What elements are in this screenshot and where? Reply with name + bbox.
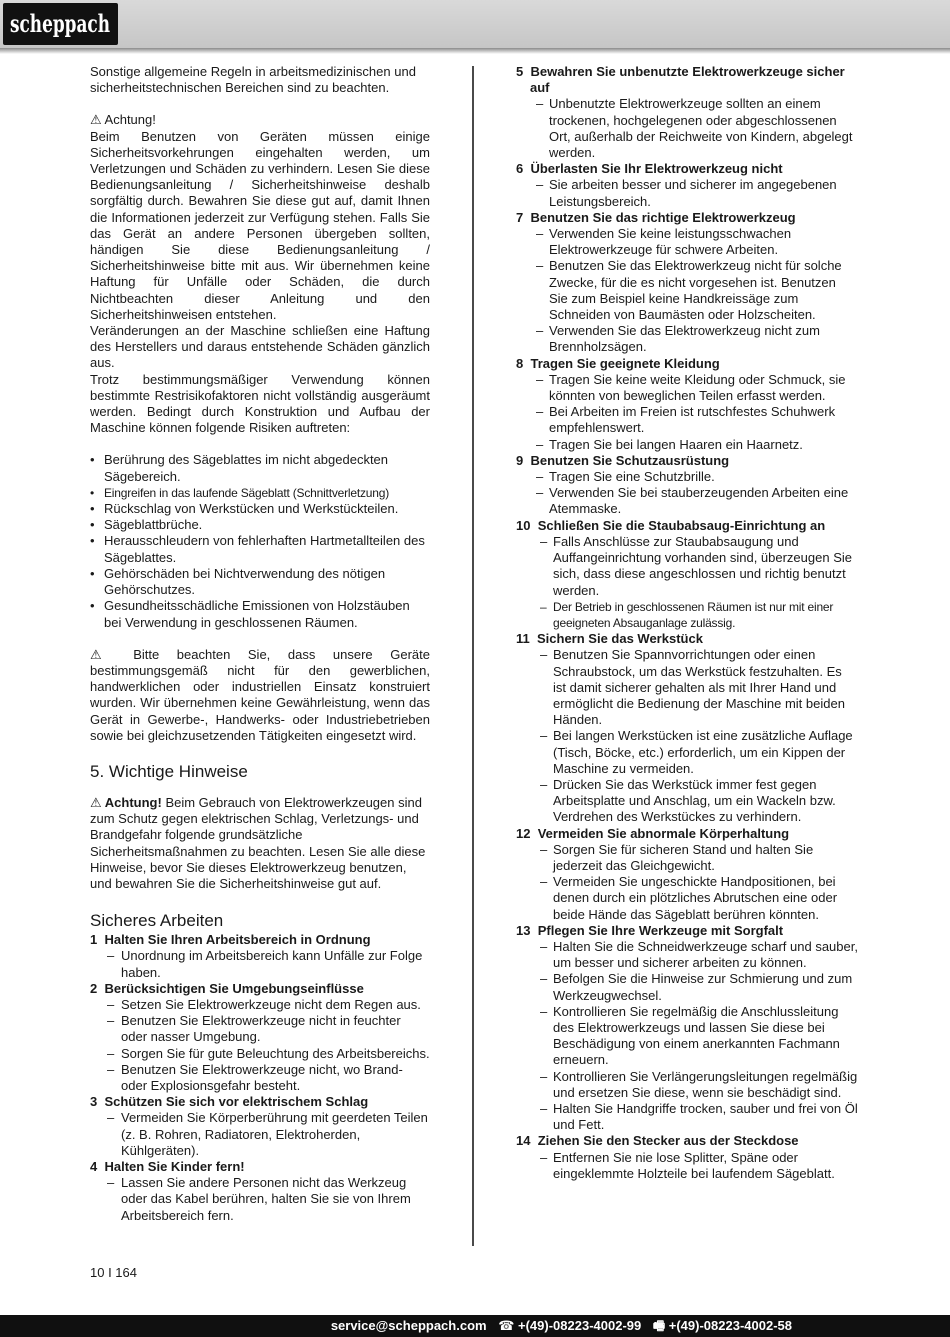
list-item: – Verwenden Sie keine leistungsschwachen Elektrowerkzeuge für schwere Arbeiten. — [516, 226, 858, 258]
residual-risk-paragraph: Trotz bestimmungsmäßiger Verwendung können bestimmte Restrisikofaktoren nicht vollständig ausgeräumt werden. Bedingt durch Konstruktion und Aufbau der Maschine können folgende Risiken auftreten: — [90, 371, 430, 436]
list-item: – Tragen Sie keine weite Kleidung oder Schmuck, sie könnten von beweglichen Teilen erfasst werden. — [516, 372, 858, 404]
list-item: – Vermeiden Sie Körperberührung mit geerdeten Teilen (z. B. Rohren, Radiatoren, Elektroherden, Kühlgeräten). — [90, 1110, 430, 1159]
list-item: • Herausschleudern von fehlerhaften Hartmetallteilen des Sägeblattes. — [90, 533, 430, 565]
footer-bar — [0, 1315, 950, 1337]
list-item: – Tragen Sie bei langen Haaren ein Haarnetz. — [516, 437, 858, 453]
list-item: – Unordnung im Arbeitsbereich kann Unfälle zur Folge haben. — [90, 948, 430, 980]
scheppach-logo — [3, 3, 118, 45]
list-item: • Gesundheitsschädliche Emissionen von Holzstäuben bei Verwendung in geschlossenen Räumen. — [90, 598, 430, 630]
item-heading: 7 Benutzen Sie das richtige Elektrowerkzeug — [516, 209, 796, 225]
list-item: – Entfernen Sie nie lose Splitter, Späne oder eingeklemmte Holzteile bei laufendem Sägeblatt. — [516, 1150, 858, 1182]
list-item: – Bei langen Werkstücken ist eine zusätzliche Auflage (Tisch, Böcke, etc.) erforderlich, um ein Kippen der Maschine zu vermeiden. — [516, 728, 858, 777]
list-item: – Der Betrieb in geschlossenen Räumen ist nur mit einer geeigneten Absauganlage zulässig. — [516, 599, 858, 631]
list-item: – Benutzen Sie Elektrowerkzeuge nicht in feuchter oder nasser Umgebung. — [90, 1013, 430, 1045]
column-divider — [472, 66, 474, 1246]
list-item: – Sie arbeiten besser und sicherer im angegebenen Leistungsbereich. — [516, 177, 858, 209]
achtung-paragraph: Beim Benutzen von Geräten müssen einige Sicherheitsvorkehrungen eingehalten werden, um Verletzungen und Schäden zu verhindern. Lesen Sie diese Bedienungsanleitung / Sicherheitshinweise deshalb sorgfältig durch. Bewahren Sie diese gut auf, damit Ihnen die Informationen jederzeit zur Verfügung stehen. Falls Sie das Gerät an andere Personen übergeben sollten, händigen Sie diese Bedienungsanleitung / Sicherheitshinweise bitte mit aus. Wir übernehmen keine Haftung für Unfälle oder Schäden, die durch Nichtbeachten dieser Anleitung und den Sicherheitshinweisen entstehen. — [90, 128, 430, 322]
footer-fax: 🖷 +(49)-08223-4002-58 — [652, 1318, 792, 1333]
list-item: • Berührung des Sägeblattes im nicht abgedeckten Sägebereich. — [90, 452, 430, 484]
item-heading: 3 Schützen Sie sich vor elektrischem Schlag — [90, 1094, 369, 1110]
item-heading: 8 Tragen Sie geeignete Kleidung — [516, 355, 720, 371]
intro-paragraph: Sonstige allgemeine Regeln in arbeitsmedizinischen und sicherheitstechnischen Bereichen sind zu beachten. — [90, 64, 416, 96]
list-item: • Rückschlag von Werkstücken und Werkstückteilen. — [90, 501, 430, 517]
item-heading: 2 Berücksichtigen Sie Umgebungseinflüsse — [90, 980, 364, 996]
list-item: – Unbenutzte Elektrowerkzeuge sollten an einem trockenen, hochgelegenen oder abgeschlossenen Ort, außerhalb der Reichweite von Kindern, abgelegt werden. — [516, 96, 858, 161]
list-item: – Halten Sie Handgriffe trocken, sauber und frei von Öl und Fett. — [516, 1101, 858, 1133]
modifications-paragraph: Veränderungen an der Maschine schließen eine Haftung des Herstellers und daraus entstehende Schäden gänzlich aus. — [90, 323, 430, 371]
item-heading: 12 Vermeiden Sie abnormale Körperhaltung — [516, 825, 790, 841]
important-paragraph — [90, 795, 430, 892]
list-item: – Benutzen Sie Elektrowerkzeuge nicht, wo Brand- oder Explosionsgefahr besteht. — [90, 1062, 430, 1094]
subsection-title: Sicheres Arbeiten — [90, 911, 224, 931]
list-item: • Sägeblattbrüche. — [90, 517, 430, 533]
important-label: ⚠ Achtung! — [90, 794, 162, 810]
list-item: – Sorgen Sie für sicheren Stand und halten Sie jederzeit das Gleichgewicht. — [516, 842, 858, 874]
list-item: – Benutzen Sie das Elektrowerkzeug nicht für solche Zwecke, für die es nicht vorgesehen ist. Benutzen Sie zum Beispiel keine Handkreissäge zum Schneiden von Baumästen oder Holzscheiten. — [516, 258, 858, 323]
item-heading: 5 Bewahren Sie unbenutzte Elektrowerkzeuge sicher auf — [516, 64, 845, 96]
footer-email[interactable]: service@scheppach.com — [330, 1318, 487, 1333]
item-heading: 6 Überlasten Sie Ihr Elektrowerkzeug nicht — [516, 161, 783, 177]
list-item: – Bei Arbeiten im Freien ist rutschfestes Schuhwerk empfehlenswert. — [516, 404, 858, 436]
notice-paragraph: ⚠ Bitte beachten Sie, dass unsere Geräte bestimmungsgemäß nicht für den gewerblichen, handwerklichen oder industriellen Einsatz konstruiert wurden. Wir übernehmen keine Gewährleistung, wenn das Gerät in Gewerbe-, Handwerks- oder Industriebetrieben sowie bei gleichzusetzenden Tätigkeiten eingesetzt wird. — [90, 646, 430, 743]
list-item: – Verwenden Sie das Elektrowerkzeug nicht zum Brennholzsägen. — [516, 323, 858, 355]
right-column — [516, 64, 858, 1182]
item-heading: 13 Pflegen Sie Ihre Werkzeuge mit Sorgfalt — [516, 922, 784, 938]
list-item: – Kontrollieren Sie regelmäßig die Anschlussleitung des Elektrowerkzeugs und lassen Sie diese bei Beschädigung von einem anerkannten Fachmann erneuern. — [516, 1004, 858, 1069]
risk-list — [90, 452, 430, 630]
list-item: – Vermeiden Sie ungeschickte Handpositionen, bei denen durch ein plötzliches Abrutschen eine oder beide Hände das Sägeblatt berühren könnten. — [516, 874, 858, 923]
list-item: – Halten Sie die Schneidwerkzeuge scharf und sauber, um besser und sicherer arbeiten zu können. — [516, 939, 858, 971]
list-item: – Setzen Sie Elektrowerkzeuge nicht dem Regen aus. — [90, 997, 430, 1013]
list-item: – Lassen Sie andere Personen nicht das Werkzeug oder das Kabel berühren, halten Sie sie von Ihrem Arbeitsbereich fern. — [90, 1175, 430, 1224]
list-item: – Drücken Sie das Werkstück immer fest gegen Arbeitsplatte und Anschlag, um ein Wackeln bzw. Verdrehen des Werkstückes zu verhindern. — [516, 777, 858, 826]
list-item: • Gehörschäden bei Nichtverwendung des nötigen Gehörschutzes. — [90, 566, 430, 598]
logo-wordmark — [6, 7, 115, 41]
item-heading: 10 Schließen Sie die Staubabsaug-Einrichtung an — [516, 517, 826, 533]
list-item: – Tragen Sie eine Schutzbrille. — [516, 469, 858, 485]
footer-phone: ☎ +(49)-08223-4002-99 — [498, 1318, 642, 1333]
list-item: – Verwenden Sie bei stauberzeugenden Arbeiten eine Atemmaske. — [516, 485, 858, 517]
achtung-label: ⚠ Achtung! — [90, 112, 156, 128]
list-item: – Sorgen Sie für gute Beleuchtung des Arbeitsbereichs. — [90, 1046, 430, 1062]
list-item: – Kontrollieren Sie Verlängerungsleitungen regelmäßig und ersetzen Sie diese, wenn sie beschädigt sind. — [516, 1069, 858, 1101]
important-text: Beim Gebrauch von Elektrowerkzeugen sind zum Schutz gegen elektrischen Schlag, Verletzungs- und Brandgefahr folgende grundsätzliche Sicherheitsmaßnahmen zu beachten. Lesen Sie alle diese Hinweise, bevor Sie dieses Elektrowerkzeug benutzen, und bewahren Sie die Sicherheitshinweise gut auf. — [90, 794, 426, 891]
item-heading: 1 Halten Sie Ihren Arbeitsbereich in Ordnung — [90, 932, 371, 948]
list-item: – Benutzen Sie Spannvorrichtungen oder einen Schraubstock, um das Werkstück festzuhalten. Es ist damit sicherer gehalten als mit Ihrer Hand und ermöglicht die Bedienung der Maschine mit beiden Händen. — [516, 647, 858, 728]
header-shadow — [0, 48, 950, 54]
item-heading: 4 Halten Sie Kinder fern! — [90, 1158, 245, 1174]
header-bar — [0, 0, 950, 48]
left-column — [90, 64, 430, 1224]
item-heading: 11 Sichern Sie das Werkstück — [516, 631, 703, 647]
svg-text:scheppach: scheppach — [10, 9, 110, 38]
list-item: – Falls Anschlüsse zur Staubabsaugung und Auffangeinrichtung vorhanden sind, überzeugen Sie sich, dass diese angeschlossen und richtig benutzt werden. — [516, 534, 858, 599]
item-heading: 9 Benutzen Sie Schutzausrüstung — [516, 452, 730, 468]
item-heading: 14 Ziehen Sie den Stecker aus der Steckdose — [516, 1133, 799, 1149]
list-item: • Eingreifen in das laufende Sägeblatt (Schnittverletzung) — [90, 485, 430, 501]
list-item: – Befolgen Sie die Hinweise zur Schmierung und zum Werkzeugwechsel. — [516, 971, 858, 1003]
page-number: 10 I 164 — [90, 1265, 137, 1280]
section-title: 5. Wichtige Hinweise — [90, 761, 248, 781]
